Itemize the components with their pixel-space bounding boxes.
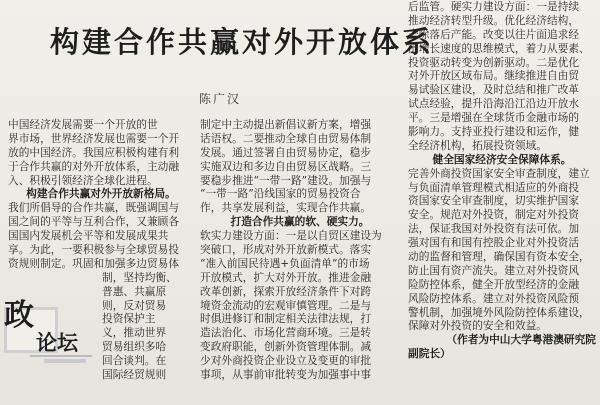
text-line: 制定中主动提出新倡议新方案，增强 [200, 118, 372, 131]
text-line: 国之间的平等与互利合作，又兼顾各 [8, 215, 180, 229]
text-line: 发展。通过签署自由贸易协定，稳步 [200, 145, 372, 159]
text-line: 险防控体系，健全开放型经济的金融 [408, 277, 580, 291]
text-line: 开放模式，扩大对外开放。推进金融 [200, 270, 372, 284]
text-line: 放的中国经济。我国应积极构建有利 [8, 145, 180, 159]
article-author: 陈广汉 [198, 92, 241, 106]
text-line: 资规则制定。巩固和加强多边贸易体 [8, 256, 180, 270]
text-line: 境资金流动的宏观审慎管理。二是与 [200, 298, 372, 312]
author-byline: 副院长） [408, 347, 451, 361]
text-line: 则，反对贸易 [102, 298, 167, 312]
text-line: 时俱进修订和制定相关法律法规，打 [200, 312, 372, 326]
author-byline: （作者为中山大学粤港澳研究院 [446, 333, 596, 347]
text-line: 突破口，形成对外开放新模式。落实 [200, 243, 372, 257]
text-line: 影响力。支持亚投行建设和运作，健 [408, 125, 580, 139]
text-line: 法，保证我国对外投资有法可依。加 [408, 222, 580, 236]
text-line: 投资驱动转变为创新驱动。二是优化 [408, 55, 580, 69]
text-line: 享。为此，一要积极参与全球贸易投 [8, 243, 180, 257]
text-line: 实施双边和多边自由贸易区战略。三 [200, 159, 372, 173]
text-line: 入、积极引领经济全球化进程。 [8, 173, 158, 187]
text-line: 安全。规范对外投资，制定对外投资 [408, 208, 580, 222]
text-line: 平。三是增强在全球货币金融市场的 [408, 111, 580, 125]
article-title: 构建合作共赢对外开放体系 [50, 25, 435, 59]
logo-text-sub: 论坛 [36, 331, 78, 355]
text-line: 回合谈判。在 [102, 354, 167, 368]
text-line: “一带一路”沿线国家的贸易投资合 [200, 187, 361, 201]
text-line: 投资保护主 [102, 312, 156, 326]
text-line: 济增长速度的思维模式，着力从要素、 [408, 41, 590, 55]
text-line: 变政府职能，创新外资管理体制。减 [200, 340, 372, 354]
article-column-3 [408, 0, 596, 361]
text-line: 界市场，世界经济发展也需要一个开 [8, 131, 180, 145]
text-line: 制，坚持均衡、 [102, 270, 177, 284]
logo-bar [44, 359, 86, 363]
text-line: 事项，从事前审批转变为加强事中事 [200, 368, 372, 382]
text-line: 后监管。硬实力建设方面：一是持续 [408, 0, 580, 13]
text-line: 国国内发展机会平等和发展成果共 [8, 229, 169, 243]
text-line: 贸易组织多哈 [102, 340, 167, 354]
text-line: 保障对外投资的安全和效益。 [408, 319, 547, 333]
text-line: 全经济机构，拓展投资领域。 [408, 138, 547, 152]
text-line: 造法治化、市场化营商环境。三是转 [200, 326, 372, 340]
text-line: “准入前国民待遇+负面清单”的市场 [200, 256, 370, 270]
text-line: 警机制，加强境外风险防控体系建设， [408, 305, 590, 319]
text-line: 中国经济发展需要一个开放的世 [8, 118, 158, 131]
text-line: 软实力建设方面：一是以自贸区建设为 [200, 229, 382, 243]
logo-text-main: 政 [4, 298, 34, 333]
text-line: 资国家安全审查制度，切实维护国家 [408, 194, 580, 208]
text-line: 风险防控体系。建立对外投资风险预 [408, 291, 580, 305]
text-line: 强对国有和国有控股企业对外投资活 [408, 236, 580, 250]
text-line: 推动经济转型升级。优化经济结构， [408, 13, 580, 27]
text-line: 防止国有资产流失。建立对外投资风 [408, 263, 580, 277]
text-line: 少对外商投资企业设立及变更的审批 [200, 354, 372, 368]
text-line: 易试验区建设，及时总结和推广改革 [408, 83, 580, 97]
text-line: 普惠、共赢原 [102, 284, 167, 298]
text-line: 去除落后产能。改变以往片面追求经 [408, 27, 580, 41]
text-line: 完善外商投资国家安全审查制度，建立 [408, 166, 590, 180]
section-subheading: 打造合作共赢的软、硬实力。 [230, 215, 370, 229]
text-line: 试点经验，提升沿海沿江沿边开放水 [408, 97, 580, 111]
text-line: 话语权。二要推动全球自由贸易体制 [200, 131, 372, 145]
section-subheading: 构建合作共赢对外开放新格局。 [26, 187, 176, 201]
text-line: 我们所倡导的合作共赢，既强调国与 [8, 201, 180, 215]
text-line: 动的监督和管理，确保国有资本安全， [408, 250, 590, 264]
text-line: 国际经贸规则 [102, 368, 167, 382]
article-column-2 [200, 118, 400, 382]
text-line: 义，推动世界 [102, 326, 167, 340]
logo-rule [30, 355, 92, 357]
text-line: 与负面清单管理模式相适应的外商投 [408, 180, 580, 194]
text-line: 作，共享发展利益，实现合作共赢。 [200, 201, 372, 215]
column-logo [0, 285, 100, 405]
text-line: 于合作共赢的对外开放体系，主动融 [8, 159, 180, 173]
section-subheading: 健全国家经济安全保障体系。 [432, 152, 572, 166]
text-line: 要稳步推进“一带一路”建设。加强与 [200, 173, 372, 187]
text-line: 对外开放区域布局。继续推进自由贸 [408, 69, 580, 83]
text-line: 改革创新，探索开放经济条件下对跨 [200, 284, 372, 298]
